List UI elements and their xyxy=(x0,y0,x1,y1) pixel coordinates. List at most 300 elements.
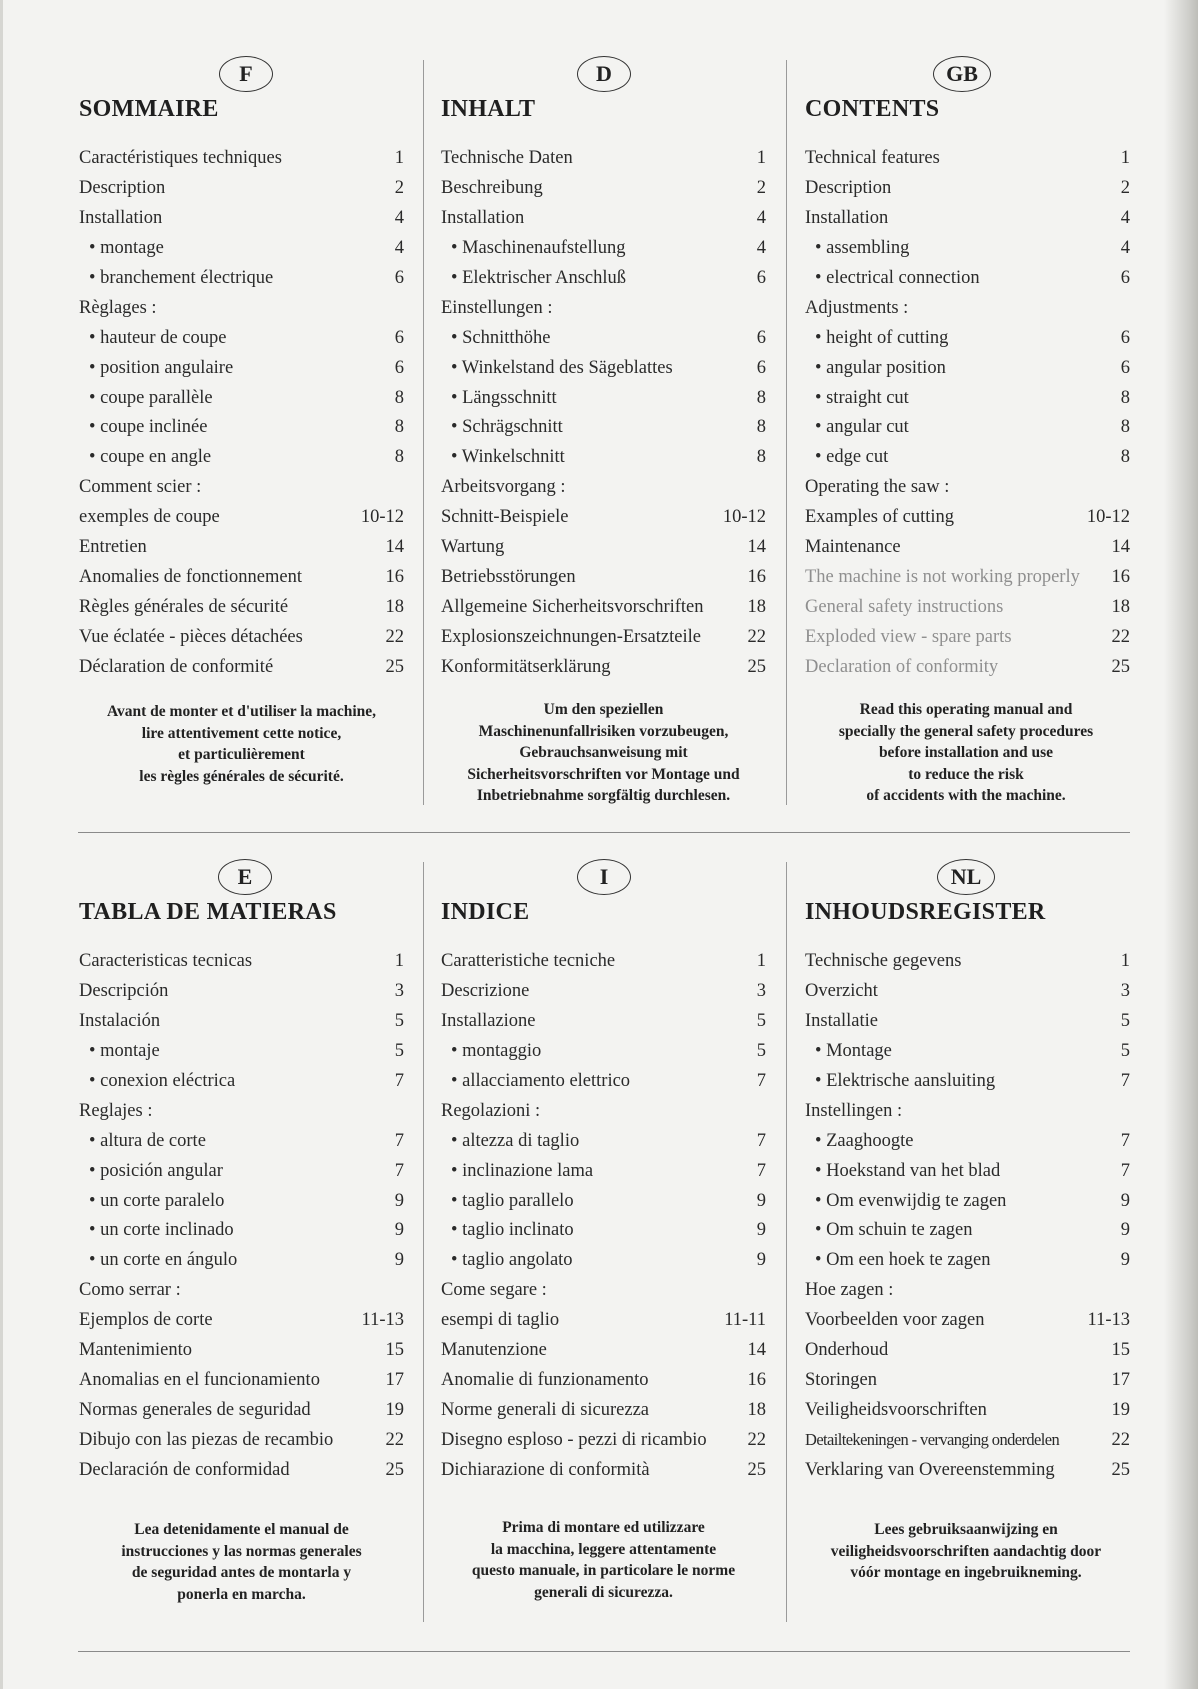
toc-page-number: 15 xyxy=(1111,1340,1130,1361)
toc-page-number: 14 xyxy=(747,1340,766,1361)
toc-page-number: 9 xyxy=(394,1190,404,1211)
toc-page-number: 16 xyxy=(747,566,766,587)
toc-page-number: 25 xyxy=(1111,1459,1130,1480)
toc-page-number: 6 xyxy=(394,268,404,288)
toc-page-number: 4 xyxy=(756,238,766,259)
toc-page-number: 18 xyxy=(385,596,404,617)
toc-row xyxy=(79,1425,404,1455)
toc-page-number: 14 xyxy=(385,537,404,558)
column-divider xyxy=(786,862,787,1622)
toc-entry-label: • un corte paralelo xyxy=(89,1190,225,1211)
toc-row xyxy=(441,1216,766,1246)
note-line: instrucciones y las normas generales xyxy=(121,1542,362,1560)
toc-row xyxy=(79,234,404,264)
toc-row xyxy=(805,977,1130,1007)
toc-page-number: 1 xyxy=(1120,148,1130,169)
toc-entry-label: • Elektrischer Anschluß xyxy=(451,268,626,288)
toc-entry-label: • coupe inclinée xyxy=(89,417,208,438)
toc-entry-label: Déclaration de conformité xyxy=(79,656,274,677)
toc-entry-label: • altezza di taglio xyxy=(451,1130,580,1151)
note-line: les règles générales de sécurité. xyxy=(139,767,344,785)
toc-row xyxy=(441,473,766,503)
toc-entry-label: Operating the saw : xyxy=(805,477,950,498)
toc-page-number: 1 xyxy=(394,951,404,972)
toc-entry-label: Hoe zagen : xyxy=(805,1280,894,1301)
toc-row xyxy=(805,1126,1130,1156)
page-fold-shadow xyxy=(1164,0,1198,1689)
toc-page-number: 8 xyxy=(394,447,404,468)
toc-page-number: 10-12 xyxy=(360,507,404,528)
toc-page-number: 22 xyxy=(747,1429,766,1450)
toc-row xyxy=(79,264,404,294)
toc-row xyxy=(79,1216,404,1246)
toc-page-number: 6 xyxy=(1120,268,1130,288)
toc-entry-label: • Montage xyxy=(815,1041,892,1062)
toc-row xyxy=(79,1395,404,1425)
toc-row xyxy=(441,622,766,652)
note-line: ponerla en marcha. xyxy=(177,1585,306,1603)
toc-entry-label: Anomalias en el funcionamiento xyxy=(79,1369,320,1390)
toc-row xyxy=(79,383,404,413)
toc-entry-label: Technische Daten xyxy=(441,148,573,169)
toc-row xyxy=(805,562,1130,592)
toc-row xyxy=(805,1276,1130,1306)
toc-entry-label: Como serrar : xyxy=(79,1280,181,1301)
toc-entry-label: Come segare : xyxy=(441,1280,547,1301)
toc-row xyxy=(79,1096,404,1126)
toc-row xyxy=(441,443,766,473)
note-line: to reduce the risk xyxy=(908,765,1024,783)
toc-entry-label: • montage xyxy=(89,238,164,259)
toc-row xyxy=(79,977,404,1007)
toc-entry-label: Dichiarazione di conformità xyxy=(441,1459,650,1480)
toc-page-number: 8 xyxy=(1120,447,1130,468)
toc-row xyxy=(805,264,1130,294)
toc-page-number: 6 xyxy=(394,357,404,378)
toc-row xyxy=(805,1246,1130,1276)
toc-entry-label: • montaggio xyxy=(451,1041,542,1062)
toc-entry-label: exemples de coupe xyxy=(79,507,220,528)
note-line: before installation and use xyxy=(878,744,1054,761)
toc-row xyxy=(805,383,1130,413)
language-badge: I xyxy=(577,859,631,895)
toc-entry-label: Installatie xyxy=(805,1011,878,1032)
toc-entry-label: Exploded view - spare parts xyxy=(805,626,1012,647)
toc-entry-label: Allgemeine Sicherheitsvorschriften xyxy=(441,596,704,617)
toc-page-number: 2 xyxy=(756,178,766,199)
toc-row xyxy=(79,473,404,503)
toc-row xyxy=(805,174,1130,204)
toc-row xyxy=(805,622,1130,652)
toc-entry-label: • position angulaire xyxy=(89,357,234,378)
toc-entry-label: • straight cut xyxy=(815,387,909,408)
toc-entry-label: Description xyxy=(805,178,892,199)
toc-page-number: 18 xyxy=(747,596,766,617)
toc-row xyxy=(805,1216,1130,1246)
toc-page-number: 7 xyxy=(394,1160,404,1181)
toc-row xyxy=(79,1246,404,1276)
toc-entry-label: • Om evenwijdig te zagen xyxy=(815,1190,1007,1211)
safety-note xyxy=(79,1519,404,1605)
toc-entry-label: Examples of cutting xyxy=(805,507,954,528)
toc-page-number: 9 xyxy=(394,1220,404,1241)
toc-page-number: 11-13 xyxy=(1087,1310,1130,1331)
toc-page-number: 25 xyxy=(385,656,404,677)
toc-row xyxy=(441,264,766,294)
toc-page-number: 4 xyxy=(394,238,404,259)
toc-page-number: 3 xyxy=(394,981,404,1002)
toc-entry-label: • altura de corte xyxy=(89,1130,206,1151)
toc-page-number: 16 xyxy=(1111,566,1130,587)
note-line: of accidents with the machine. xyxy=(866,787,1066,804)
toc-entry-label: The machine is not working properly xyxy=(805,566,1080,587)
toc-entry-label: Verklaring van Overeenstemming xyxy=(805,1459,1055,1480)
toc-page-number: 2 xyxy=(394,178,404,199)
toc-entry-label: Norme generali di sicurezza xyxy=(441,1399,650,1420)
toc-row xyxy=(441,1395,766,1425)
note-line: Um den speziellen xyxy=(543,701,664,718)
toc-entry-label: • angular cut xyxy=(815,417,909,438)
toc-entry-label: Wartung xyxy=(441,537,505,558)
toc-entry-label: • Elektrische aansluiting xyxy=(815,1071,996,1091)
toc-row xyxy=(805,323,1130,353)
toc-entry-label: Adjustments : xyxy=(805,297,909,318)
toc-row xyxy=(805,1336,1130,1366)
toc-row xyxy=(441,1156,766,1186)
toc-page-number: 6 xyxy=(756,327,766,348)
toc-row xyxy=(441,592,766,622)
toc-list xyxy=(79,947,404,1485)
toc-row xyxy=(79,1126,404,1156)
toc-row xyxy=(441,1365,766,1395)
toc-page-number: 5 xyxy=(756,1011,766,1032)
toc-page-number: 17 xyxy=(385,1369,404,1390)
toc-row xyxy=(79,1037,404,1067)
section-divider xyxy=(78,832,1130,833)
toc-entry-label: Dibujo con las piezas de recambio xyxy=(79,1429,334,1450)
toc-page-number: 7 xyxy=(394,1071,404,1091)
toc-page-number: 9 xyxy=(756,1250,766,1271)
note-line: Avant de monter et d'utiliser la machine, xyxy=(106,703,377,720)
safety-note xyxy=(805,1519,1127,1584)
section-title: INDICE xyxy=(441,899,530,925)
toc-page-number: 16 xyxy=(385,566,404,587)
toc-page-number: 9 xyxy=(1120,1250,1130,1271)
toc-row xyxy=(441,293,766,323)
note-line: Lea detenidamente el manual de xyxy=(134,1521,349,1538)
toc-entry-label: • posición angular xyxy=(89,1160,223,1181)
toc-page-number: 7 xyxy=(1120,1160,1130,1181)
toc-entry-label: • Maschinenaufstellung xyxy=(451,238,626,259)
toc-row xyxy=(805,1425,1130,1455)
toc-entry-label: Schnitt-Beispiele xyxy=(441,507,569,528)
toc-row xyxy=(441,383,766,413)
toc-page-number: 4 xyxy=(394,208,404,229)
toc-row xyxy=(79,1156,404,1186)
toc-page-number: 7 xyxy=(756,1160,766,1181)
toc-row xyxy=(79,1306,404,1336)
note-line: lire attentivement cette notice, xyxy=(141,724,342,742)
toc-row xyxy=(441,204,766,234)
toc-row xyxy=(79,533,404,563)
toc-page-number: 7 xyxy=(756,1071,766,1091)
toc-entry-label: • allacciamento elettrico xyxy=(451,1071,631,1091)
toc-row xyxy=(79,443,404,473)
toc-page-number: 4 xyxy=(756,208,766,229)
toc-row xyxy=(805,1037,1130,1067)
toc-entry-label: Onderhoud xyxy=(805,1340,889,1361)
toc-page-number: 22 xyxy=(385,626,404,647)
toc-row xyxy=(805,1186,1130,1216)
toc-row xyxy=(805,1455,1130,1485)
toc-page-number: 9 xyxy=(756,1220,766,1241)
toc-entry-label: • branchement électrique xyxy=(89,268,274,288)
toc-entry-label: • un corte inclinado xyxy=(89,1220,234,1241)
note-line: Lees gebruiksaanwijzing en xyxy=(874,1521,1058,1538)
toc-list xyxy=(805,144,1130,682)
toc-row xyxy=(441,174,766,204)
toc-entry-label: • taglio inclinato xyxy=(451,1220,574,1241)
toc-entry-label: Arbeitsvorgang : xyxy=(441,477,566,498)
safety-note xyxy=(441,1517,766,1603)
toc-row xyxy=(441,1306,766,1336)
toc-page-number: 22 xyxy=(747,626,766,647)
toc-entry-label: Storingen xyxy=(805,1369,877,1390)
toc-row xyxy=(805,503,1130,533)
toc-entry-label: Règles générales de sécurité xyxy=(79,596,289,617)
toc-row xyxy=(441,234,766,264)
toc-entry-label: Vue éclatée - pièces détachées xyxy=(79,626,303,647)
toc-row xyxy=(805,144,1130,174)
toc-entry-label: Installation xyxy=(805,208,889,229)
section-title: CONTENTS xyxy=(805,96,940,122)
toc-entry-label: • conexion eléctrica xyxy=(89,1071,236,1091)
toc-page-number: 5 xyxy=(394,1041,404,1062)
toc-row xyxy=(805,1007,1130,1037)
toc-entry-label: Caracteristicas tecnicas xyxy=(79,951,253,972)
toc-entry-label: • height of cutting xyxy=(815,327,949,348)
section-title: TABLA DE MATIERAS xyxy=(79,899,337,925)
column-divider xyxy=(423,862,424,1622)
toc-entry-label: • edge cut xyxy=(815,447,889,468)
toc-row xyxy=(441,413,766,443)
toc-entry-label: • assembling xyxy=(815,238,910,259)
toc-entry-label: Instellingen : xyxy=(805,1100,903,1121)
toc-row xyxy=(79,592,404,622)
toc-row xyxy=(805,1395,1130,1425)
toc-page-number: 11-13 xyxy=(361,1310,404,1331)
toc-entry-label: Installation xyxy=(441,208,525,229)
toc-entry-label: Ejemplos de corte xyxy=(79,1310,213,1331)
toc-page-number: 8 xyxy=(394,387,404,408)
toc-row xyxy=(805,652,1130,682)
language-badge: GB xyxy=(933,56,991,92)
language-badge: D xyxy=(577,56,631,92)
toc-entry-label: Installation xyxy=(79,208,163,229)
toc-row xyxy=(79,1007,404,1037)
toc-entry-label: Description xyxy=(79,178,166,199)
toc-entry-label: esempi di taglio xyxy=(441,1310,560,1331)
toc-row xyxy=(79,1365,404,1395)
toc-entry-label: Descrizione xyxy=(441,981,530,1002)
toc-entry-label: • Längsschnitt xyxy=(451,387,557,408)
safety-note xyxy=(441,699,766,807)
toc-page-number: 16 xyxy=(747,1369,766,1390)
language-badge: E xyxy=(218,859,272,895)
toc-page-number: 3 xyxy=(756,981,766,1002)
toc-row xyxy=(79,413,404,443)
toc-page-number: 14 xyxy=(1111,537,1130,558)
safety-note xyxy=(79,701,404,787)
toc-page-number: 5 xyxy=(756,1041,766,1062)
toc-row xyxy=(79,1336,404,1366)
note-line: Sicherheitsvorschriften vor Montage und xyxy=(467,765,740,783)
toc-row xyxy=(441,533,766,563)
toc-entry-label: Normas generales de seguridad xyxy=(79,1399,311,1420)
toc-entry-label: • Hoekstand van het blad xyxy=(815,1160,1001,1181)
toc-page-number: 6 xyxy=(756,268,766,288)
toc-row xyxy=(79,323,404,353)
toc-row xyxy=(805,1365,1130,1395)
toc-entry-label: • Schnitthöhe xyxy=(451,327,551,348)
toc-page-number: 8 xyxy=(756,447,766,468)
note-line: de seguridad antes de montarla y xyxy=(131,1564,352,1581)
toc-page-number: 6 xyxy=(1120,357,1130,378)
toc-row xyxy=(441,947,766,977)
toc-entry-label: Manutenzione xyxy=(441,1340,547,1361)
toc-page-number: 7 xyxy=(1120,1071,1130,1091)
toc-entry-label: Veiligheidsvoorschriften xyxy=(805,1399,987,1420)
section-title: SOMMAIRE xyxy=(79,96,219,122)
toc-row xyxy=(805,443,1130,473)
language-badge: F xyxy=(219,56,273,92)
toc-page-number: 8 xyxy=(756,387,766,408)
toc-entry-label: • Schrägschnitt xyxy=(451,417,563,438)
toc-list xyxy=(79,144,404,682)
toc-row xyxy=(441,1096,766,1126)
toc-entry-label: Disegno esploso - pezzi di ricambio xyxy=(441,1429,707,1450)
toc-row xyxy=(441,1186,766,1216)
toc-row xyxy=(441,1037,766,1067)
toc-page-number: 5 xyxy=(394,1011,404,1032)
toc-row xyxy=(441,323,766,353)
toc-entry-label: Reglajes : xyxy=(79,1100,153,1121)
toc-row xyxy=(805,1067,1130,1097)
toc-entry-label: • un corte en ángulo xyxy=(89,1250,238,1271)
toc-entry-label: • Winkelstand des Sägeblattes xyxy=(451,357,673,378)
toc-row xyxy=(441,1246,766,1276)
toc-row xyxy=(805,1306,1130,1336)
toc-entry-label: Caractéristiques techniques xyxy=(79,148,282,169)
toc-entry-label: Maintenance xyxy=(805,537,901,558)
toc-entry-label: • hauteur de coupe xyxy=(89,327,227,348)
toc-page-number: 19 xyxy=(1111,1399,1130,1420)
toc-page-number: 1 xyxy=(756,148,766,169)
toc-entry-label: • taglio angolato xyxy=(451,1250,573,1271)
toc-page-number: 1 xyxy=(756,951,766,972)
toc-row xyxy=(79,947,404,977)
toc-entry-label: Beschreibung xyxy=(441,178,543,199)
column-divider xyxy=(786,60,787,805)
toc-entry-label: • Zaaghoogte xyxy=(815,1130,914,1151)
toc-page-number: 25 xyxy=(747,656,766,677)
toc-page-number: 6 xyxy=(1120,327,1130,348)
note-line: vóór montage en ingebruikneming. xyxy=(850,1564,1082,1581)
toc-entry-label: Betriebsstörungen xyxy=(441,566,576,587)
note-line: Maschinenunfallrisiken vorzubeugen, xyxy=(478,722,729,740)
toc-page-number: 25 xyxy=(747,1459,766,1480)
toc-row xyxy=(79,562,404,592)
toc-list xyxy=(805,947,1130,1485)
toc-page-number: 19 xyxy=(385,1399,404,1420)
toc-page-number: 8 xyxy=(394,417,404,438)
toc-row xyxy=(79,1067,404,1097)
toc-row xyxy=(441,652,766,682)
toc-row xyxy=(79,1276,404,1306)
note-line: Gebrauchsanweisung mit xyxy=(519,744,688,761)
toc-page-number: 9 xyxy=(1120,1220,1130,1241)
toc-page-number: 10-12 xyxy=(722,507,766,528)
toc-entry-label: Comment scier : xyxy=(79,477,202,498)
toc-page-number: 14 xyxy=(747,537,766,558)
toc-row xyxy=(79,652,404,682)
toc-entry-label: Technische gegevens xyxy=(805,951,962,972)
toc-page-number: 25 xyxy=(385,1459,404,1480)
safety-note xyxy=(805,699,1127,807)
toc-entry-label: Caratteristiche tecniche xyxy=(441,951,616,972)
toc-entry-label: General safety instructions xyxy=(805,596,1004,617)
toc-entry-label: Regolazioni : xyxy=(441,1100,541,1121)
toc-row xyxy=(805,473,1130,503)
toc-page-number: 7 xyxy=(394,1130,404,1151)
toc-entry-label: • coupe parallèle xyxy=(89,387,213,408)
toc-page-number: 22 xyxy=(1111,626,1130,647)
toc-entry-label: • angular position xyxy=(815,357,946,378)
toc-row xyxy=(805,947,1130,977)
toc-page-number: 11-11 xyxy=(724,1310,766,1331)
note-line: la macchina, leggere attentamente xyxy=(490,1540,717,1558)
section-title: INHALT xyxy=(441,96,536,122)
column-divider xyxy=(423,60,424,805)
toc-page-number: 8 xyxy=(756,417,766,438)
toc-entry-label: Règlages : xyxy=(79,297,157,318)
toc-entry-label: Detailtekeningen - vervanging onderdelen xyxy=(805,1430,1060,1450)
toc-row xyxy=(441,1126,766,1156)
toc-entry-label: Declaración de conformidad xyxy=(79,1459,290,1480)
toc-entry-label: Anomalies de fonctionnement xyxy=(79,566,302,587)
note-line: questo manuale, in particolare le norme xyxy=(471,1562,736,1579)
toc-page-number: 10-12 xyxy=(1086,507,1130,528)
toc-row xyxy=(805,413,1130,443)
toc-entry-label: Descripción xyxy=(79,981,169,1002)
section-title: INHOUDSREGISTER xyxy=(805,899,1046,925)
toc-entry-label: • Om een hoek te zagen xyxy=(815,1250,991,1271)
toc-page-number: 7 xyxy=(1120,1130,1130,1151)
toc-page-number: 2 xyxy=(1120,178,1130,199)
toc-row xyxy=(805,204,1130,234)
toc-page-number: 8 xyxy=(1120,387,1130,408)
toc-row xyxy=(441,562,766,592)
note-line: et particulièrement xyxy=(178,746,305,763)
toc-row xyxy=(441,977,766,1007)
toc-row xyxy=(79,353,404,383)
toc-row xyxy=(805,1156,1130,1186)
toc-entry-label: • Winkelschnitt xyxy=(451,447,565,468)
toc-page-number: 15 xyxy=(385,1340,404,1361)
toc-page-number: 6 xyxy=(756,357,766,378)
toc-row xyxy=(79,1186,404,1216)
toc-page-number: 1 xyxy=(1120,951,1130,972)
